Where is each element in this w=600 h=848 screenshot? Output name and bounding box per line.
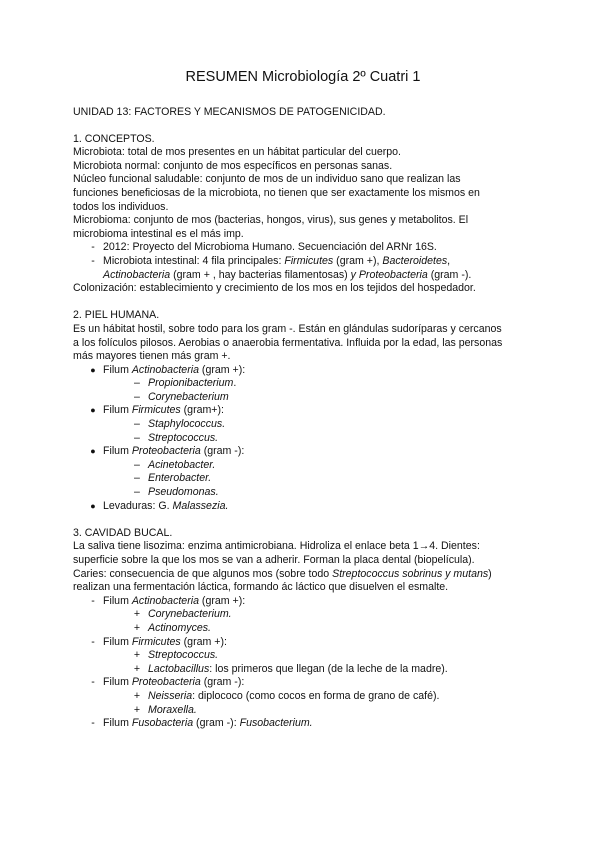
paragraph: Microbiota normal: conjunto de mos específicos en personas sanas. xyxy=(73,159,393,172)
list-item: ● Levaduras: G. Malassezia. xyxy=(73,500,533,514)
plus-marker: + xyxy=(133,689,141,702)
list-item: + Lactobacillus: los primeros que llegan (de la leche de la madre). xyxy=(73,663,533,677)
plus-marker: + xyxy=(133,608,141,621)
list-item: – Streptococcus. xyxy=(73,432,533,446)
list-item: – Acinetobacter. xyxy=(73,459,533,473)
bullet-marker: ● xyxy=(90,405,96,416)
bullet-marker: ● xyxy=(90,364,96,375)
list-item: + Neisseria: diplococo (como cocos en forma de grano de café). xyxy=(73,690,533,704)
dash-marker: - xyxy=(91,676,95,689)
dash-marker: – xyxy=(134,390,140,403)
list-item: – Enterobacter. xyxy=(73,472,533,486)
dash-marker: – xyxy=(134,458,140,471)
paragraph: microbioma intestinal es el más imp. xyxy=(73,227,244,240)
dash-marker: - xyxy=(91,635,95,648)
list-item: + Actinomyces. xyxy=(73,622,533,636)
plus-marker: + xyxy=(133,621,141,634)
list-item: – Propionibacterium. xyxy=(73,377,533,391)
list-item: - Filum Firmicutes (gram +): xyxy=(73,636,533,650)
list-item-continuation: Actinobacteria (gram + , hay bacterias filamentosas) y Proteobacteria (gram -). xyxy=(103,268,472,281)
list-item: - Filum Actinobacteria (gram +): xyxy=(73,595,533,609)
bullet-marker: ● xyxy=(90,446,96,457)
paragraph: a los folículos pilosos. Aerobias o anaerobia fermentativa. Influida por la edad, las personas xyxy=(73,336,503,349)
document-title: RESUMEN Microbiología 2º Cuatri 1 xyxy=(185,69,421,85)
list-item: ● Filum Proteobacteria (gram -): xyxy=(73,445,533,459)
plus-marker: + xyxy=(133,649,141,662)
unit-heading: UNIDAD 13: FACTORES Y MECANISMOS DE PATOGENICIDAD. xyxy=(73,106,386,118)
paragraph: Microbioma: conjunto de mos (bacterias, hongos, virus), sus genes y metabolitos. El xyxy=(73,214,469,227)
plus-marker: + xyxy=(133,703,141,716)
dash-marker: - xyxy=(91,717,95,730)
dash-marker: - xyxy=(91,241,95,254)
paragraph: Es un hábitat hostil, sobre todo para los gram -. Están en glándulas sudoríparas y cercanos xyxy=(73,322,502,335)
list-item: - Filum Fusobacteria (gram -): Fusobacterium. xyxy=(73,717,533,731)
bullet-marker: ● xyxy=(90,500,96,511)
paragraph: Caries: consecuencia de que algunos mos (sobre todo Streptococcus sobrinus y mutans) xyxy=(73,567,492,580)
list-item: - Filum Proteobacteria (gram -): xyxy=(73,676,533,690)
dash-marker: – xyxy=(134,377,140,390)
section-heading-piel: 2. PIEL HUMANA. xyxy=(73,309,160,322)
list-item: + Corynebacterium. xyxy=(73,608,533,622)
paragraph: superficie sobre la que los mos se van a adherir. Forman la placa dental (biopelícula). xyxy=(73,554,475,566)
paragraph: Microbiota: total de mos presentes en un hábitat particular del cuerpo. xyxy=(73,146,402,159)
list-item: – Corynebacterium xyxy=(73,391,533,405)
dash-marker: – xyxy=(134,431,140,444)
paragraph: Núcleo funcional saludable: conjunto de mos de un individuo sano que realizan las xyxy=(73,173,461,186)
list-item: – Pseudomonas. xyxy=(73,486,533,500)
paragraph: todos los individuos. xyxy=(73,200,169,213)
document-page xyxy=(73,68,533,731)
dash-marker: - xyxy=(91,594,95,607)
paragraph: más mayores tienen más gram +. xyxy=(73,350,231,363)
list-item: - Microbiota intestinal: 4 fila principales: Firmicutes (gram +), Bacteroidetes, xyxy=(73,255,533,269)
list-item: - 2012: Proyecto del Microbioma Humano. Secuenciación del ARNr 16S. xyxy=(73,241,533,255)
list-item: ● Filum Actinobacteria (gram +): xyxy=(73,364,533,378)
list-item: + Streptococcus. xyxy=(73,649,533,663)
paragraph: realizan una fermentación láctica, formando ác láctico que disuelven el esmalte. xyxy=(73,581,449,594)
list-item: ● Filum Firmicutes (gram+): xyxy=(73,404,533,418)
dash-marker: – xyxy=(134,486,140,499)
paragraph: La saliva tiene lisozima: enzima antimicrobiana. Hidroliza el enlace beta 1→4. Dientes: xyxy=(73,540,480,553)
dash-marker: – xyxy=(134,472,140,485)
dash-marker: - xyxy=(91,254,95,267)
dash-marker: – xyxy=(134,418,140,431)
paragraph: funciones beneficiosas de la microbiota, no tienen que ser exactamente los mismos en xyxy=(73,186,480,199)
section-heading-conceptos: 1. CONCEPTOS. xyxy=(73,132,155,145)
section-heading-cavidad-bucal: 3. CAVIDAD BUCAL. xyxy=(73,526,173,539)
list-item: – Staphylococcus. xyxy=(73,418,533,432)
list-item: + Moraxella. xyxy=(73,704,533,718)
plus-marker: + xyxy=(133,662,141,675)
paragraph: Colonización: establecimiento y crecimiento de los mos en los tejidos del hospedador. xyxy=(73,282,476,295)
